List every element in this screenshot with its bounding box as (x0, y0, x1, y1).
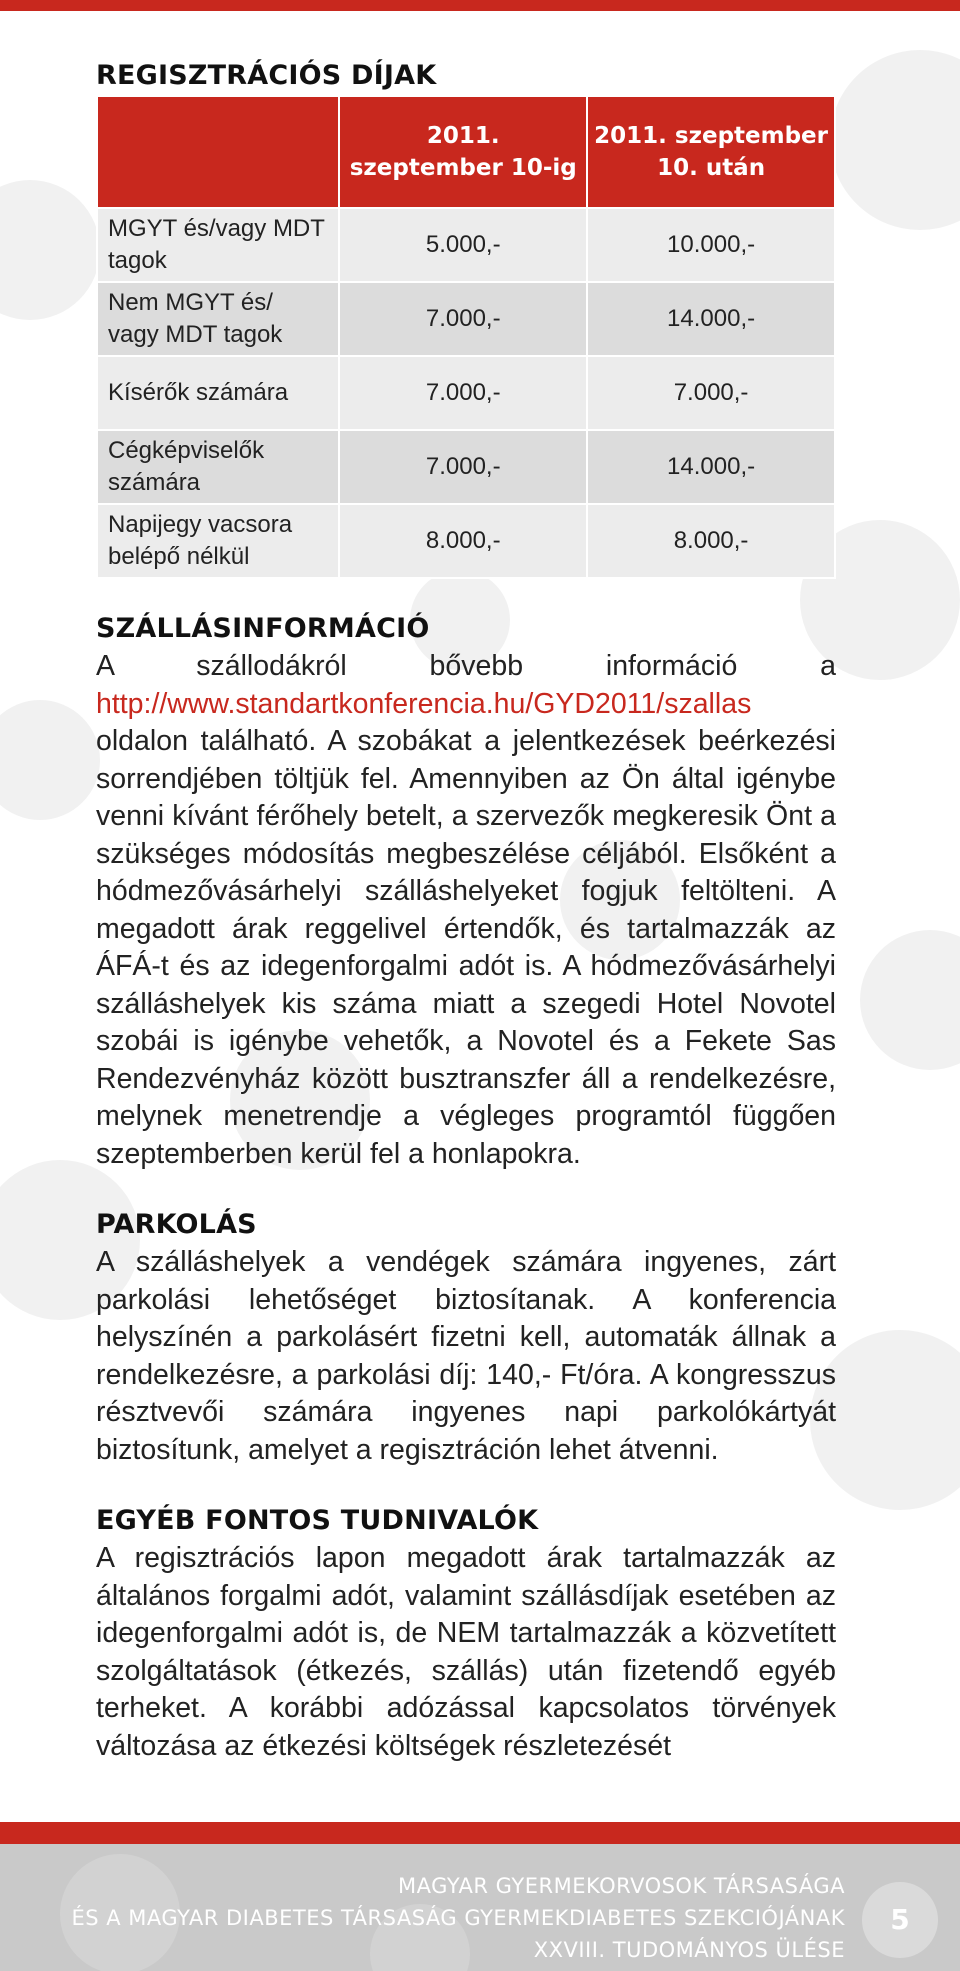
page-content (96, 60, 836, 1765)
footer (0, 1844, 960, 1971)
accommodation-text-start: A szállodákról bővebb információ a (96, 650, 836, 682)
footer-line-1: MAGYAR GYERMEKORVOSOK TÁRSASÁGA (398, 1874, 845, 1898)
row-price-before: 7.000,- (339, 356, 587, 430)
table-row (97, 282, 835, 356)
accommodation-text-end: oldalon található. A szobákat a jelentkezések beérkezési sorrendjében töltjük fel. Amennyiben az Ön által igénybe venni kívánt férőhely betelt, a szervezők megkeresik Önt a szükséges módosítás megbeszélése céljából. Elsőként a hódmezővásárhelyi szálláshelyeket fogjuk feltölteni. A megadott árak reggelivel értendők, és tartalmazzák az ÁFÁ-t és az idegenforgalmi adót is. A hódmezővásárhelyi szálláshelyek kis száma miatt a szegedi Hotel Novotel szobái is igénybe vehetők, a Novotel és a Fekete Sas Rendezvényház között busztranszfer áll a rendelkezésre, melynek menetrendje a végleges programtól függően szeptemberben kerül fel a honlapokra. (96, 725, 836, 1170)
table-header-after-deadline: 2011. szeptember 10. után (587, 96, 835, 208)
footer-line-3: XXVIII. TUDOMÁNYOS ÜLÉSE (533, 1938, 845, 1962)
accommodation-link[interactable]: http://www.standartkonferencia.hu/GYD2011/szallas (96, 687, 752, 720)
row-price-before: 8.000,- (339, 504, 587, 578)
table-header-row (97, 96, 835, 208)
row-price-after: 14.000,- (587, 430, 835, 504)
table-header-before-deadline: 2011. szeptember 10-ig (339, 96, 587, 208)
parking-paragraph: A szálláshelyek a vendégek számára ingyenes, zárt parkolási lehetőséget biztosítanak. A konferencia helyszínén a parkolásért fizetni kell, automaták állnak a rendelkezésre, a parkolási díj: 140,- Ft/óra. A kongresszus résztvevői számára ingyenes napi parkolókártyát biztosítunk, amelyet a regisztráción lehet átvenni. (96, 1246, 836, 1466)
footer-line-2: ÉS A MAGYAR DIABETES TÁRSASÁG GYERMEKDIABETES SZEKCIÓJÁNAK (71, 1906, 845, 1930)
row-label: Cégképviselők számára (97, 430, 339, 504)
table-header-empty (97, 96, 339, 208)
row-label: Kísérők számára (97, 356, 339, 430)
table-row (97, 430, 835, 504)
footer-text (71, 1870, 845, 1966)
registration-heading: REGISZTRÁCIÓS DÍJAK (96, 60, 437, 91)
registration-fees-table (96, 95, 836, 579)
row-price-after: 10.000,- (587, 208, 835, 282)
row-price-before: 7.000,- (339, 430, 587, 504)
table-row (97, 356, 835, 430)
row-price-after: 7.000,- (587, 356, 835, 430)
footer-accent-bar (0, 1822, 960, 1844)
other-info-heading: EGYÉB FONTOS TUDNIVALÓK (96, 1505, 539, 1536)
row-price-before: 5.000,- (339, 208, 587, 282)
row-label: Napijegy vacsora belépő nélkül (97, 504, 339, 578)
accommodation-heading: SZÁLLÁSINFORMÁCIÓ (96, 613, 430, 644)
table-row (97, 504, 835, 578)
row-label: Nem MGYT és/ vagy MDT tagok (97, 282, 339, 356)
page-number: 5 (862, 1882, 938, 1958)
accommodation-paragraph (96, 648, 836, 1173)
row-label: MGYT és/vagy MDT tagok (97, 208, 339, 282)
table-row (97, 208, 835, 282)
parking-heading: PARKOLÁS (96, 1209, 257, 1240)
row-price-before: 7.000,- (339, 282, 587, 356)
other-info-paragraph: A regisztrációs lapon megadott árak tartalmazzák az általános forgalmi adót, valamint szállásdíjak esetében az idegenforgalmi adót is, de NEM tartalmazzák a közvetített szolgáltatások (étkezés, szállás) után fizetendő egyéb terheket. A korábbi adózással kapcsolatos törvények változása az étkezési költségek részletezését (96, 1542, 836, 1762)
row-price-after: 14.000,- (587, 282, 835, 356)
row-price-after: 8.000,- (587, 504, 835, 578)
